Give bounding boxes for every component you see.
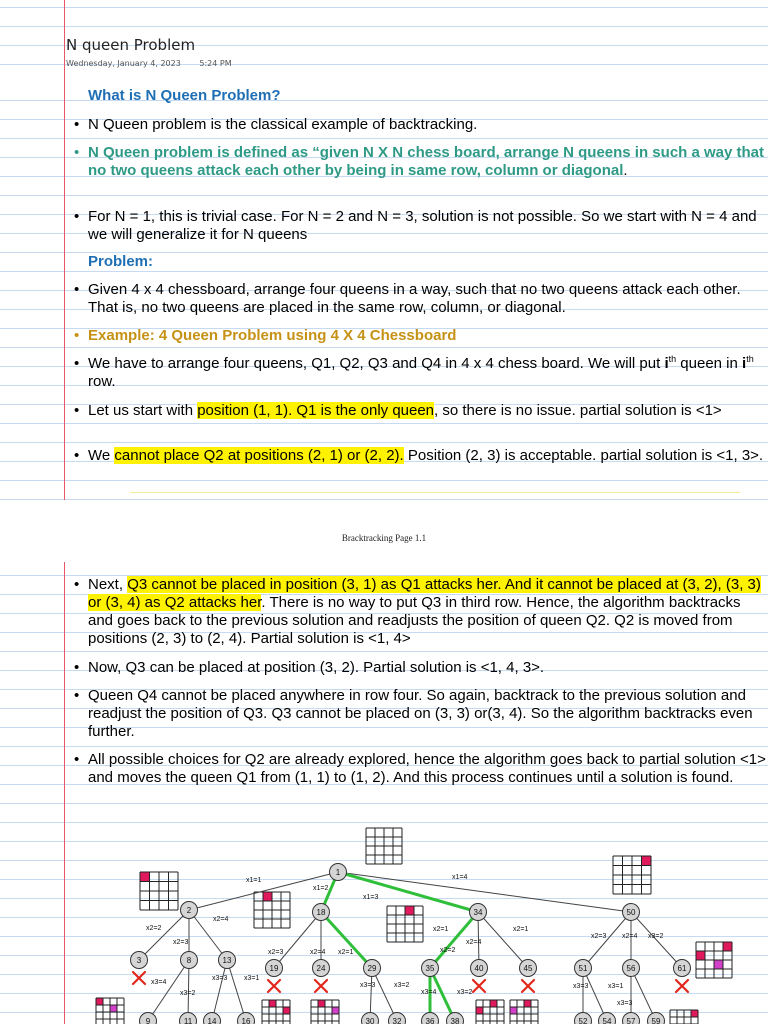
bullet-classical-example [74, 116, 768, 134]
dead-end-cross-icon [676, 980, 688, 992]
chessboard-icon [696, 942, 732, 978]
page-footer: Bracktracking Page 1.1 [341, 533, 427, 543]
tree-node-label: 1 [335, 868, 341, 877]
bullet-text: We have to arrange four queens, Q1, Q2, Q3 and Q4 in 4 x 4 chess board. We will put [88, 355, 665, 372]
chessboard-icon [96, 998, 124, 1024]
edge-label: x1=1 [246, 877, 262, 884]
tree-edge [478, 912, 528, 968]
chessboard-icon [366, 828, 402, 864]
edge-label: x2=3 [591, 933, 607, 940]
queen-cell [510, 1007, 517, 1014]
tree-edge [227, 960, 246, 1021]
yellow-divider [130, 492, 740, 493]
edge-label: x2=1 [338, 949, 354, 956]
bullet-trivial-case [74, 208, 768, 244]
highlight-text: position (1, 1). Q1 is the only queen [197, 402, 435, 419]
chessboard-icon [387, 906, 423, 942]
edge-label: x2=2 [146, 925, 162, 932]
tree-node-label: 61 [677, 964, 687, 973]
tree-node-label: 59 [651, 1017, 661, 1024]
bullet-text: Queen Q4 cannot be placed anywhere in row four. So again, backtrack to the previous solution and readjust the position of Q3. Q3 cannot be placed on (3, 3) or(3, 4). So the algorithm backtracks even further. [88, 687, 753, 740]
page-date: Wednesday, January 4, 2023 [66, 59, 181, 68]
edge-label: x2=2 [440, 947, 456, 954]
bullet-text: All possible choices for Q2 are already explored, hence the algorithm goes back to partial solution <1> and moves the queen Q1 from (1, 1) to (1, 2). And this process continues until a solution is found. [88, 751, 766, 786]
bullet-text: queen in [676, 355, 743, 372]
edge-label: x3=2 [394, 982, 410, 989]
edge-label: x3=1 [608, 983, 624, 990]
queen-cell [696, 951, 705, 960]
tree-node-label: 50 [626, 908, 636, 917]
queen-cell [714, 960, 723, 969]
tree-node-label: 3 [136, 956, 142, 965]
heading-what-is: What is N Queen Problem? [88, 87, 281, 104]
tree-node-label: 24 [316, 964, 326, 973]
edge-label: x2=1 [513, 926, 529, 933]
chessboard-icon [476, 1000, 504, 1024]
bullet-q2-position [74, 447, 768, 465]
chessboard-icon [140, 872, 178, 910]
chessboard-icon [254, 892, 290, 928]
tree-node-label: 11 [183, 1017, 193, 1024]
chessboard-icon [311, 1000, 339, 1024]
tree-node-label: 19 [269, 964, 279, 973]
highlight-text: Q3 cannot be placed in position (3, 1) as Q1 attacks her. And it cannot be placed at (3, 2), (3, 3) or (3, 4) as Q2 attacks her [88, 576, 761, 611]
bullet-text: , so there is no issue. partial solution is <1> [434, 402, 722, 419]
dead-end-cross-icon [473, 980, 485, 992]
queen-cell [140, 872, 150, 882]
bullet-example-heading [74, 327, 768, 345]
edge-label: x3=2 [180, 990, 196, 997]
queen-cell [96, 998, 103, 1005]
bullet-definition [74, 144, 768, 180]
dead-end-cross-icon [522, 980, 534, 992]
queen-cell [490, 1000, 497, 1007]
queen-cell [318, 1000, 325, 1007]
definition-text: N Queen problem is defined as “given N X N chess board, arrange N queens in such a way that no two queens attack each other by being in same row, column or diagonal [88, 144, 765, 179]
edge-label: x3=4 [151, 979, 167, 986]
tree-node-label: 13 [222, 956, 232, 965]
queen-cell [691, 1010, 698, 1017]
queen-cell [332, 1007, 339, 1014]
tree-node-label: 9 [145, 1017, 151, 1024]
bullet-text: N Queen problem is the classical example of backtracking. [88, 116, 478, 133]
queen-cell [524, 1000, 531, 1007]
edge-label: x3=1 [244, 975, 260, 982]
superscript-th: th [746, 354, 754, 364]
bullet-text: Now, Q3 can be placed at position (3, 2). Partial solution is <1, 4, 3>. [88, 659, 545, 676]
tree-node-label: 8 [186, 956, 192, 965]
tree-node-label: 2 [186, 906, 192, 915]
bullet-start-position [74, 402, 768, 420]
chessboard-icon [613, 856, 651, 894]
bullet-text: For N = 1, this is trivial case. For N = 2 and N = 3, solution is not possible. So we start with N = 4 and we will generalize it for N queens [88, 208, 757, 243]
definition-period: . [623, 162, 628, 179]
edge-label: x3=2 [457, 989, 473, 996]
queen-cell [476, 1007, 483, 1014]
tree-node-label: 54 [602, 1017, 612, 1024]
bullet-problem-statement [74, 281, 768, 317]
index-i: i [742, 355, 747, 372]
example-heading-text: Example: 4 Queen Problem using 4 X 4 Chessboard [88, 327, 457, 344]
tree-node-label: 38 [450, 1017, 460, 1024]
queen-cell [263, 892, 272, 901]
bullet-text: Let us start with [88, 402, 198, 419]
chessboard-icon [262, 1000, 290, 1024]
edge-label: x1=3 [363, 894, 379, 901]
tree-node-label: 29 [367, 964, 377, 973]
solution-path-edge [321, 912, 372, 968]
edge-label: x2=3 [173, 939, 189, 946]
tree-edge [631, 912, 682, 968]
tree-edge [583, 912, 631, 968]
edge-label: x2=4 [622, 933, 638, 940]
queen-cell [110, 1005, 117, 1012]
bullet-arrange-queens [74, 355, 768, 391]
tree-node-label: 34 [473, 908, 483, 917]
edge-label: x3=4 [421, 989, 437, 996]
index-i: i [664, 355, 669, 372]
edge-label: x3=2 [648, 933, 664, 940]
bullet-q2-explored [74, 751, 768, 787]
tree-node-label: 36 [425, 1017, 435, 1024]
tree-node-label: 32 [392, 1017, 402, 1024]
bullet-q4-backtrack [74, 687, 768, 741]
bullet-text: row. [88, 373, 116, 390]
superscript-th: th [668, 354, 677, 364]
bullet-q3-placed [74, 659, 768, 677]
bullet-q3-backtrack [74, 576, 768, 648]
edge-label: x3=3 [360, 982, 376, 989]
edge-label: x3=3 [573, 983, 589, 990]
edge-label: x2=4 [310, 949, 326, 956]
edge-label: x3=3 [212, 975, 228, 982]
tree-edge [139, 910, 189, 960]
tree-node-label: 56 [626, 964, 636, 973]
page-time: 5:24 PM [199, 59, 232, 68]
highlight-text: cannot place Q2 at positions (2, 1) or (2, 2). [114, 447, 404, 464]
dead-end-cross-icon [133, 972, 145, 984]
tree-node-label: 52 [578, 1017, 588, 1024]
queen-cell [405, 906, 414, 915]
page-title: N queen Problem [66, 36, 196, 54]
tree-node-label: 35 [425, 964, 435, 973]
bullet-text: We [88, 447, 115, 464]
edge-label: x2=4 [466, 939, 482, 946]
tree-node-label: 30 [365, 1017, 375, 1024]
queen-cell [642, 856, 652, 866]
queen-cell [269, 1000, 276, 1007]
bullet-text: Position (2, 3) is acceptable. partial solution is <1, 3>. [403, 447, 764, 464]
tree-node-label: 14 [207, 1017, 217, 1024]
tree-node-label: 51 [578, 964, 588, 973]
edge-label: x2=4 [213, 916, 229, 923]
dead-end-cross-icon [268, 980, 280, 992]
heading-problem: Problem: [88, 253, 154, 270]
state-space-tree-diagram [0, 820, 768, 1024]
queen-cell [283, 1007, 290, 1014]
bullet-text: Next, [88, 576, 128, 593]
tree-node-label: 16 [241, 1017, 251, 1024]
edge-label: x1=4 [452, 874, 468, 881]
tree-node-label: 45 [523, 964, 533, 973]
tree-edge [212, 960, 227, 1021]
edge-label: x2=1 [433, 926, 449, 933]
edge-label: x2=3 [268, 949, 284, 956]
chessboard-icon [670, 1010, 698, 1024]
dead-end-cross-icon [315, 980, 327, 992]
bullet-text: Given 4 x 4 chessboard, arrange four queens in a way, such that no two queens attack each other. That is, no two queens are placed in the same row, column, or diagonal. [88, 281, 741, 316]
edge-label: x3=3 [617, 1000, 633, 1007]
edge-label: x1=2 [313, 885, 329, 892]
page-meta [66, 59, 248, 68]
tree-node-label: 18 [316, 908, 326, 917]
chessboard-icon [510, 1000, 538, 1024]
tree-node-label: 40 [474, 964, 484, 973]
bullet-text: . There is no way to put Q3 in third row. Hence, the algorithm backtracks and goes back to the previous solution and readjusts the position of queen Q2. Q2 is moved from positions (2, 3) to (2, 4). Partial solution is <1, 4> [88, 594, 741, 647]
tree-node-label: 57 [626, 1017, 636, 1024]
queen-cell [723, 942, 732, 951]
page-break [0, 500, 768, 562]
